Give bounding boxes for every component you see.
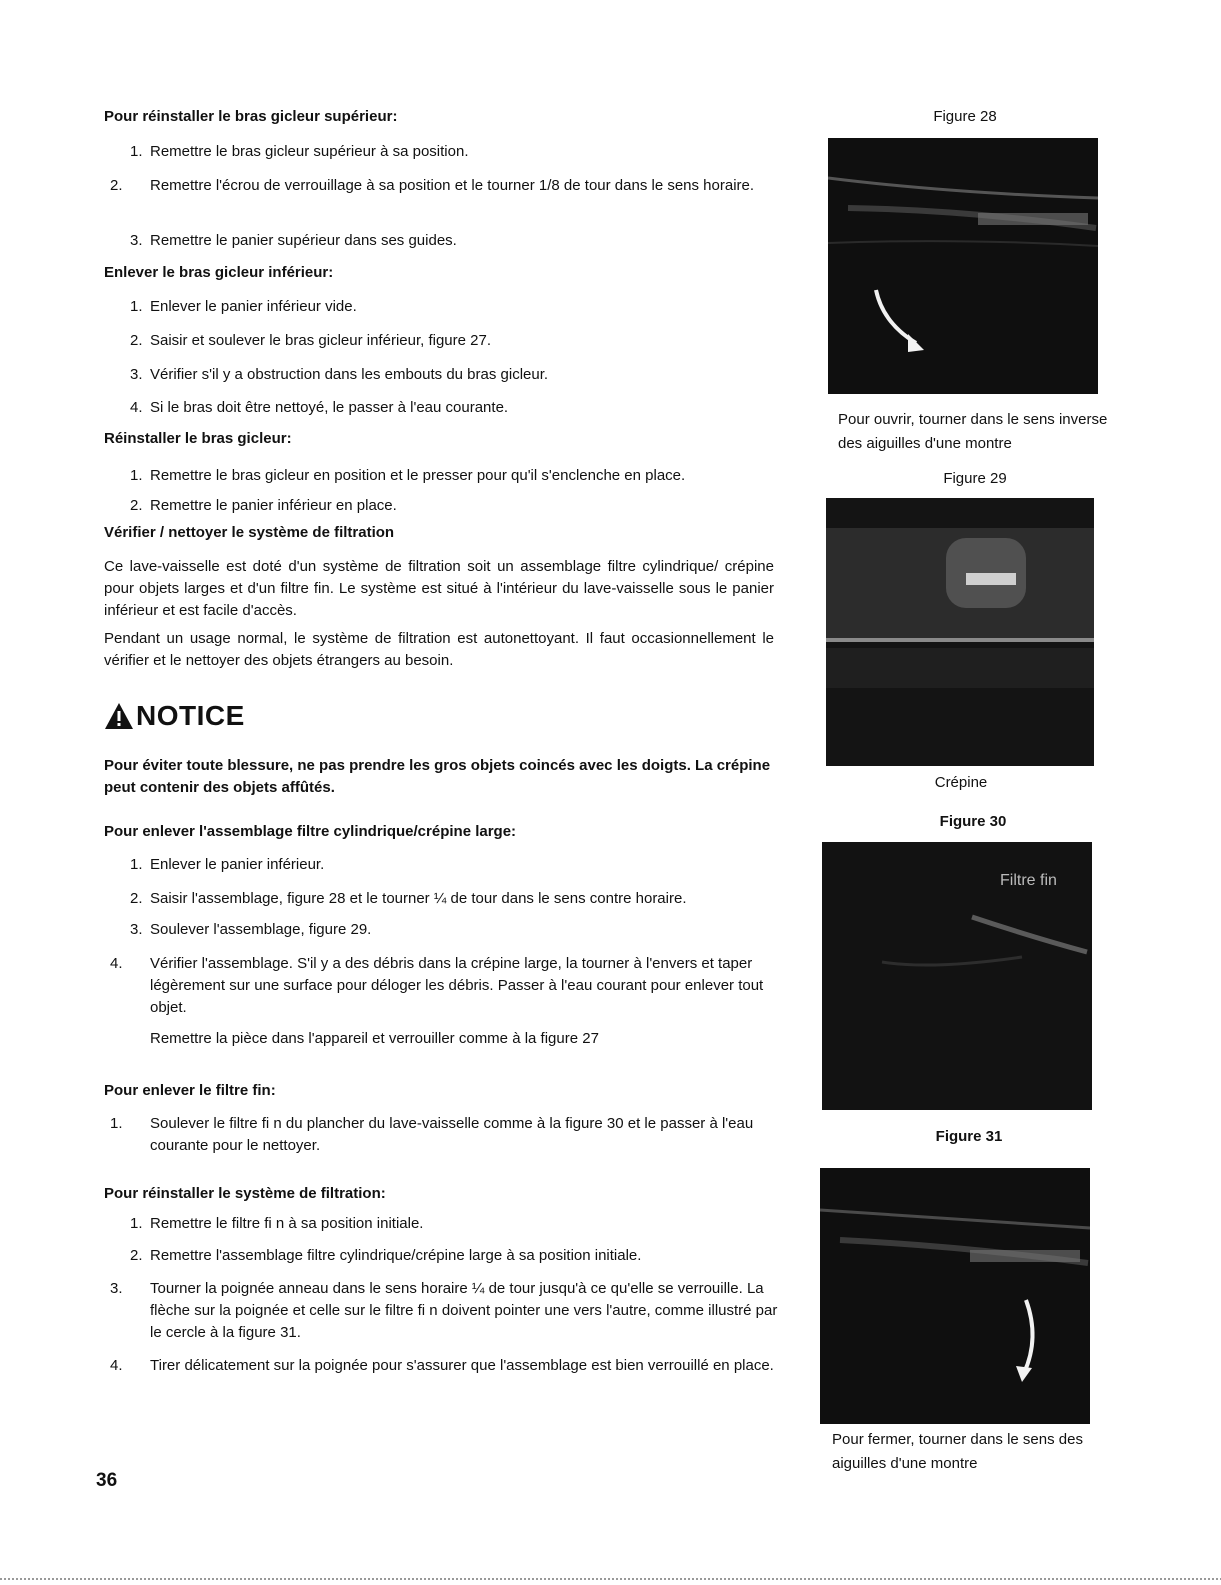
list-item [130, 364, 780, 386]
list-number: 1. [130, 143, 143, 160]
list-text: Remettre le filtre fi n à sa position initiale. [150, 1215, 424, 1232]
list-text: Remettre l'écrou de verrouillage à sa position et le tourner 1/8 de tour dans le sens horaire. [150, 177, 755, 194]
list-item [110, 953, 790, 1019]
list-number: 4. [110, 1357, 123, 1374]
figure-28-image [828, 138, 1098, 394]
list-item [130, 919, 780, 941]
figure-28-label: Figure 28 [933, 108, 997, 125]
heading-reinstall-filtration: Pour réinstaller le système de filtration: [104, 1185, 386, 1202]
heading-remove-lower-arm: Enlever le bras gicleur inférieur: [104, 264, 334, 281]
list-text: Remettre le panier inférieur en place. [150, 497, 397, 514]
list-number: 3. [110, 1280, 123, 1297]
list-number: 1. [130, 298, 143, 315]
list-text: Tirer délicatement sur la poignée pour s'assurer que l'assemblage est bien verrouillé en place. [150, 1357, 774, 1374]
list-item [130, 854, 780, 876]
list-text: Tourner la poignée anneau dans le sens horaire ¼ de tour jusqu'à ce qu'elle se verrouille. La flèche sur la poignée et celle sur le filtre fi n doivent pointer une vers l'autre, comme illustré par le cercle à la figure 31. [150, 1280, 778, 1341]
list-number: 2. [130, 1247, 143, 1264]
list-item [130, 230, 780, 252]
list-text: Remettre le bras gicleur en position et le presser pour qu'il s'enclenche en place. [150, 467, 686, 484]
list-text: Soulever le filtre fi n du plancher du lave-vaisselle comme à la figure 30 et le passer à l'eau courante pour le nettoyer. [150, 1115, 754, 1154]
list-item [110, 1113, 790, 1157]
list-item [130, 1213, 780, 1235]
list-number: 3. [130, 366, 143, 383]
figure-31-photo [820, 1168, 1090, 1424]
list-item [130, 397, 780, 419]
list-item [130, 141, 780, 163]
warning-icon [104, 702, 134, 730]
list-item [130, 465, 780, 487]
heading-reinstall-upper-arm: Pour réinstaller le bras gicleur supérieur: [104, 108, 398, 125]
page-bottom-border [0, 1578, 1221, 1580]
figure-30-label: Figure 30 [939, 813, 1007, 830]
heading-reinstall-arm: Réinstaller le bras gicleur: [104, 430, 292, 447]
list-text: Vérifier s'il y a obstruction dans les embouts du bras gicleur. [150, 366, 549, 383]
page-number: 36 [96, 1470, 118, 1491]
list-number: 3. [130, 921, 143, 938]
note-text: Remettre la pièce dans l'appareil et verrouiller comme à la figure 27 [150, 1030, 599, 1047]
list-text: Enlever le panier inférieur. [150, 856, 325, 873]
heading-remove-cylinder-filter: Pour enlever l'assemblage filtre cylindrique/crépine large: [104, 823, 517, 840]
list-text: Enlever le panier inférieur vide. [150, 298, 357, 315]
figure-29-image [826, 498, 1094, 766]
paragraph: Pendant un usage normal, le système de filtration est autonettoyant. Il faut occasionnellement le vérifier et le nettoyer des objets étrangers au besoin. [104, 630, 774, 669]
list-item [130, 495, 780, 517]
figure-31-caption: Pour fermer, tourner dans le sens des aiguilles d'une montre [832, 1431, 1083, 1472]
figure-28-photo [828, 138, 1098, 394]
list-text: Saisir l'assemblage, figure 28 et le tourner ¼ de tour dans le sens contre horaire. [150, 890, 687, 907]
figure-28-caption: Pour ouvrir, tourner dans le sens inverse des aiguilles d'une montre [838, 411, 1108, 452]
list-number: 1. [130, 856, 143, 873]
list-number: 4. [110, 955, 123, 972]
list-item [130, 296, 780, 318]
paragraph: Ce lave-vaisselle est doté d'un système de filtration soit un assemblage filtre cylindrique/ crépine pour objets larges et d'un filtre fin. Le système est situé à l'intérieur du lave-vaisselle sous le panier inférieur et est facile d'accès. [104, 558, 774, 619]
list-text: Saisir et soulever le bras gicleur inférieur, figure 27. [150, 332, 492, 349]
figure-30-image [822, 842, 1092, 1110]
list-number: 2. [130, 497, 143, 514]
list-text: Remettre l'assemblage filtre cylindrique/crépine large à sa position initiale. [150, 1247, 642, 1264]
heading-filtration-system: Vérifier / nettoyer le système de filtration [104, 524, 395, 541]
notice-text: Pour éviter toute blessure, ne pas prendre les gros objets coincés avec les doigts. La crépine peut contenir des objets affûtés. [104, 757, 771, 796]
list-number: 1. [110, 1115, 123, 1132]
list-item [110, 1355, 780, 1377]
list-number: 2. [130, 890, 143, 907]
list-number: 3. [130, 232, 143, 249]
list-item [110, 1278, 780, 1344]
figure-29-photo [826, 498, 1094, 766]
list-number: 4. [130, 399, 143, 416]
list-number: 2. [110, 177, 123, 194]
heading-remove-fine-filter: Pour enlever le filtre fin: [104, 1082, 276, 1099]
list-item [110, 175, 790, 197]
list-text: Soulever l'assemblage, figure 29. [150, 921, 372, 938]
figure-31-image [820, 1168, 1090, 1424]
figure-29-label: Figure 29 [943, 470, 1007, 487]
list-item [130, 888, 780, 910]
list-text: Remettre le panier supérieur dans ses guides. [150, 232, 457, 249]
list-text: Vérifier l'assemblage. S'il y a des débris dans la crépine large, la tourner à l'envers et taper légèrement sur une surface pour déloger les débris. Passer à l'eau courant pour enlever tout objet. [150, 955, 764, 1016]
list-number: 2. [130, 332, 143, 349]
figure-29-caption: Crépine [934, 774, 988, 791]
list-text: Remettre le bras gicleur supérieur à sa position. [150, 143, 469, 160]
list-text: Si le bras doit être nettoyé, le passer à l'eau courante. [150, 399, 509, 416]
notice-title [104, 700, 245, 732]
list-item [130, 1245, 780, 1267]
figure-31-label: Figure 31 [935, 1128, 1003, 1145]
figure-30-overlay-label: Filtre fin [1000, 872, 1057, 889]
list-number: 1. [130, 1215, 143, 1232]
notice-word: NOTICE [136, 700, 245, 731]
list-item [130, 330, 780, 352]
list-number: 1. [130, 467, 143, 484]
